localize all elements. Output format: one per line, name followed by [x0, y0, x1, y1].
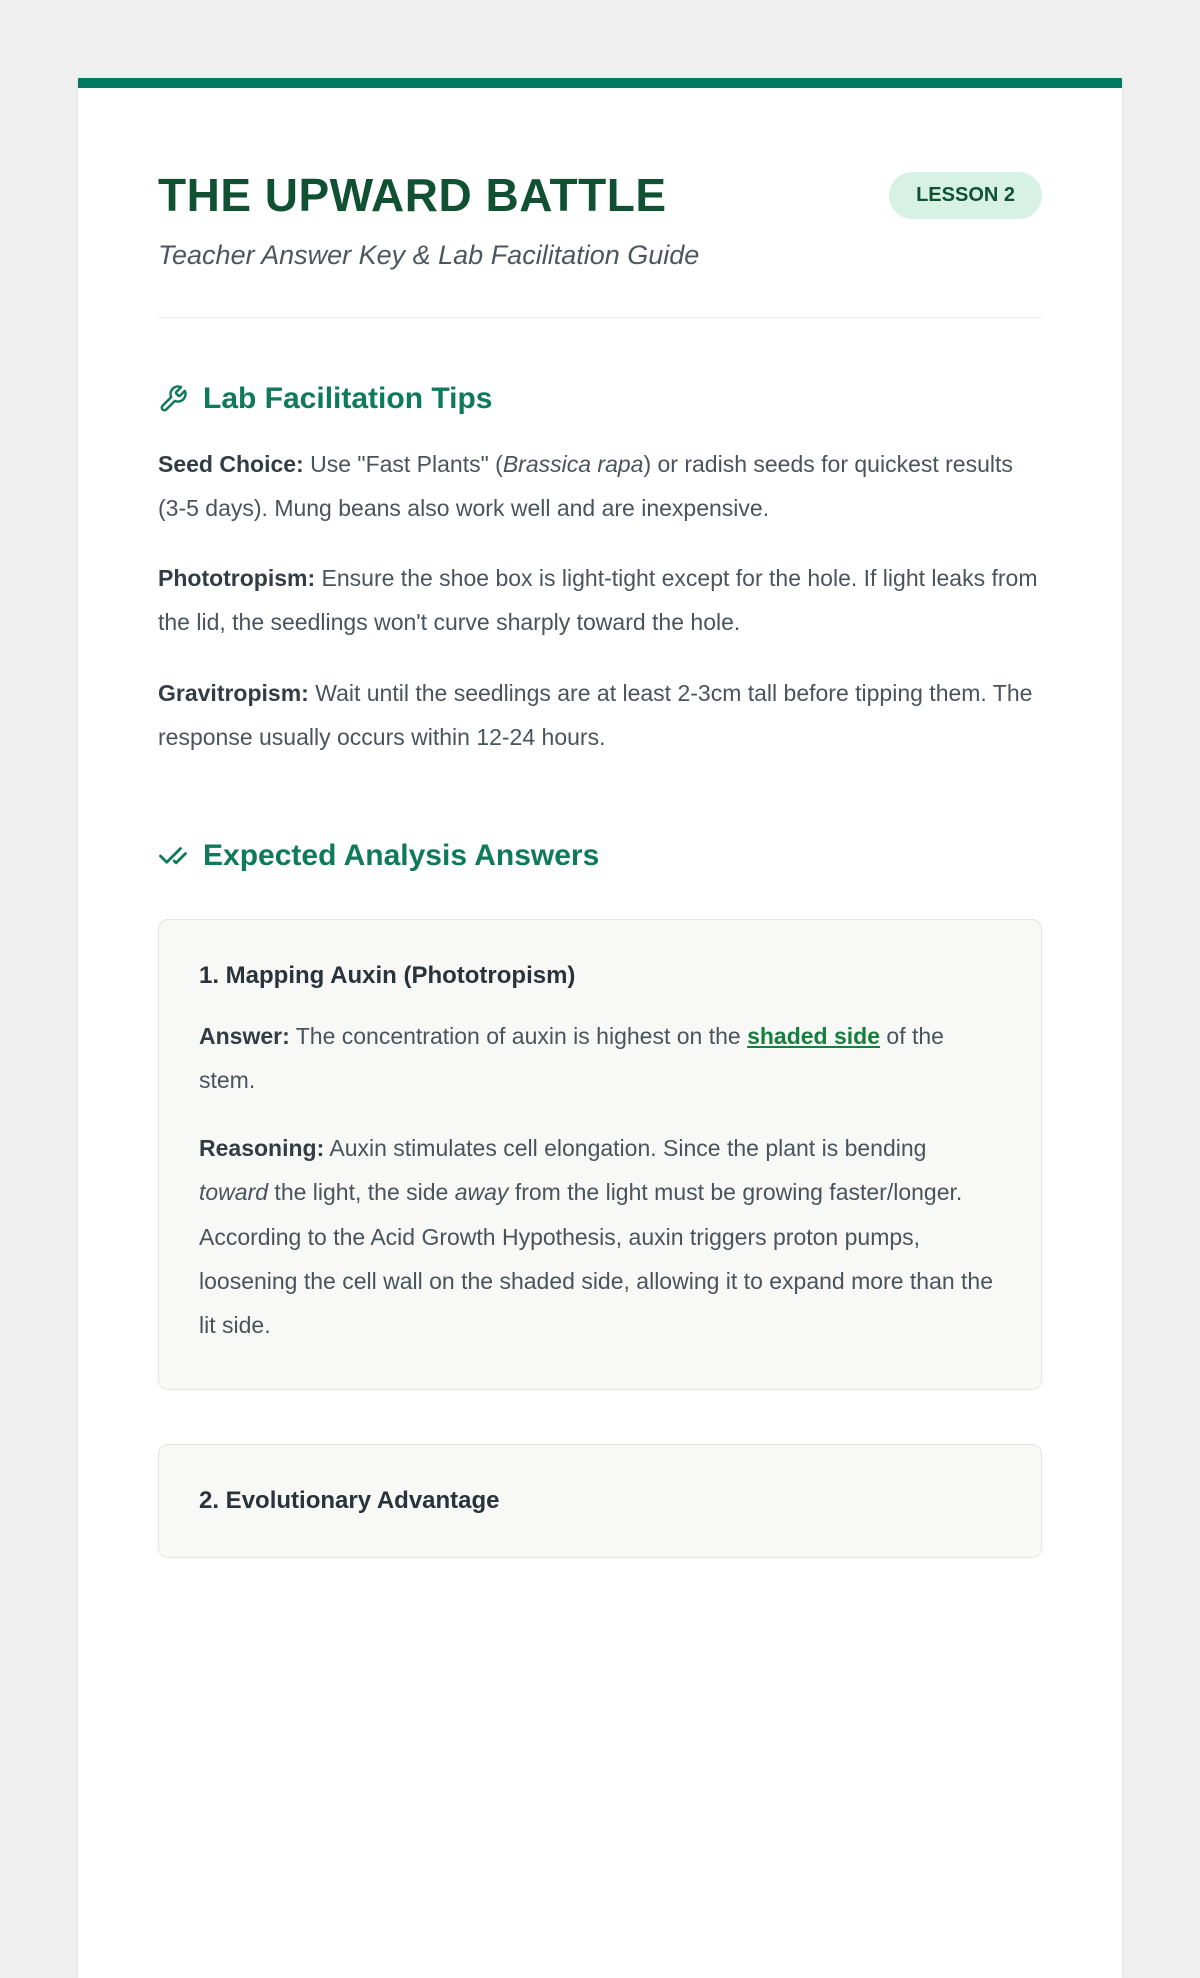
lab-tips-heading	[158, 382, 1042, 416]
tip-label: Seed Choice:	[158, 451, 304, 477]
reasoning-text: Auxin stimulates cell elongation. Since the plant is bending	[324, 1135, 927, 1162]
section-lab-tips	[158, 382, 1042, 759]
answer-card-1-answer	[199, 1014, 1001, 1102]
answer-label: Answer:	[199, 1022, 290, 1049]
tip-label: Gravitropism:	[158, 679, 309, 706]
answer-card-2	[158, 1444, 1042, 1558]
answer-card-1	[158, 919, 1042, 1390]
answer-card-1-title: 1. Mapping Auxin (Phototropism)	[199, 961, 576, 989]
lesson-badge: LESSON 2	[889, 172, 1042, 219]
answer-card-1-reasoning	[199, 1126, 1001, 1347]
tip-text: Wait until the seedlings are at least 2-3cm tall before tipping them. The response usually occurs within 12-24 hours.	[158, 679, 1033, 750]
answer-card-2-title: 2. Evolutionary Advantage	[199, 1487, 500, 1515]
lab-tips-heading-text: Lab Facilitation Tips	[203, 382, 493, 415]
tip-text: ) or radish seeds for quickest results (3-5 days). Mung beans also work well and are inexpensive.	[158, 451, 1013, 522]
expected-answers-heading	[158, 839, 1042, 873]
tip-species-italic: Brassica rapa	[502, 451, 644, 477]
tip-text: Ensure the shoe box is light-tight except for the hole. If light leaks from the lid, the seedlings won't curve sharply toward the hole.	[158, 565, 1038, 636]
page-title: THE UPWARD BATTLE	[158, 169, 667, 221]
header	[158, 168, 1042, 271]
header-divider	[158, 317, 1042, 318]
section-expected-answers	[158, 839, 1042, 1558]
title-row	[158, 168, 1042, 222]
tip-seed-choice	[158, 442, 1042, 530]
tip-phototropism	[158, 556, 1042, 644]
double-check-icon	[158, 841, 188, 871]
reasoning-text: from the light must be growing faster/longer. According to the Acid Growth Hypothesis, auxin triggers proton pumps, loosening the cell wall on the shaded side, allowing it to expand more than the lit side.	[199, 1179, 994, 1338]
answer-text: The concentration of auxin is highest on the	[289, 1022, 748, 1049]
reasoning-italic: away	[454, 1179, 509, 1206]
tip-gravitropism	[158, 671, 1042, 759]
document-page	[78, 78, 1122, 1978]
reasoning-label: Reasoning:	[199, 1135, 325, 1162]
tip-label: Phototropism:	[158, 565, 316, 592]
top-accent-bar	[78, 78, 1122, 88]
reasoning-italic: toward	[199, 1179, 269, 1206]
page-subtitle: Teacher Answer Key & Lab Facilitation Guide	[158, 240, 700, 270]
reasoning-text: the light, the side	[268, 1179, 455, 1206]
tip-text: Use "Fast Plants" (	[303, 451, 503, 477]
answer-text: of the stem.	[199, 1022, 944, 1094]
wrench-icon	[158, 384, 188, 414]
page-content	[78, 88, 1122, 1638]
shaded-side-highlight: shaded side	[747, 1022, 881, 1049]
expected-answers-heading-text: Expected Analysis Answers	[203, 838, 600, 872]
